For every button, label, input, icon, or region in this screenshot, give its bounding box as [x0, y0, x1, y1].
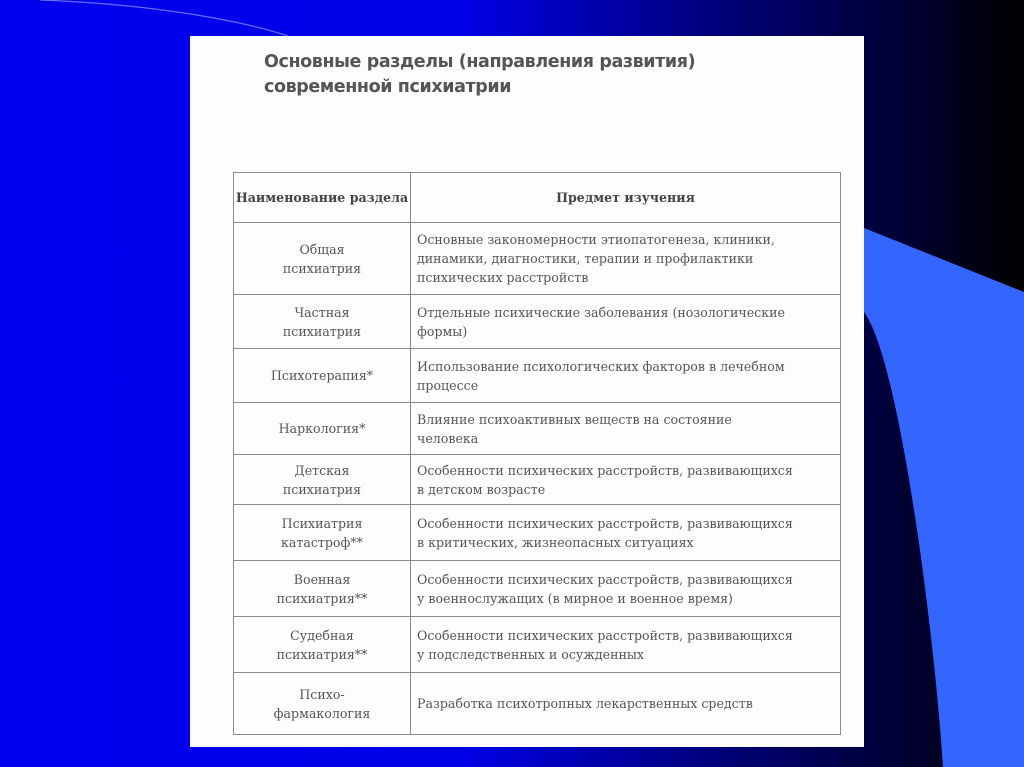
table-row [234, 505, 841, 561]
section-name [234, 349, 411, 403]
table-row [234, 561, 841, 617]
subject-line: Особенности психических расстройств, развивающихся [417, 627, 793, 643]
section-subject [411, 617, 841, 673]
table-row [234, 403, 841, 455]
subject-line: формы) [417, 323, 468, 339]
title-line: Основные разделы (направления развития) [264, 52, 696, 72]
section-name [234, 403, 411, 455]
subject-line: Разработка психотропных лекарственных средств [417, 696, 753, 711]
subject-line: Влияние психоактивных веществ на состояние [417, 411, 732, 427]
section-subject [411, 223, 841, 295]
name-line: Детская [294, 462, 350, 478]
subject-line: в критических, жизнеопасных ситуациях [417, 534, 694, 550]
name-line: Наркология* [278, 421, 366, 436]
subject-line: Особенности психических расстройств, развивающихся [417, 515, 793, 531]
name-line: Психо- [299, 686, 345, 702]
section-subject [411, 455, 841, 505]
name-line: фармакология [273, 705, 371, 721]
section-name [234, 617, 411, 673]
name-line: катастроф** [281, 534, 363, 550]
name-line: Психиатрия [281, 515, 363, 531]
name-line: Частная [294, 304, 350, 320]
section-subject [411, 403, 841, 455]
subject-line: Использование психологических факторов в лечебном [417, 358, 785, 374]
header-line: раздела [349, 190, 409, 205]
subject-line: Особенности психических расстройств, развивающихся [417, 462, 793, 478]
name-line: Судебная [290, 627, 354, 643]
table-row [234, 349, 841, 403]
title-line: современной психиатрии [264, 77, 512, 97]
background-curve-line [40, 0, 288, 36]
name-line: психиатрия** [276, 590, 368, 606]
name-line: психиатрия [282, 260, 362, 276]
background-accent-shape [864, 228, 1024, 767]
section-subject [411, 349, 841, 403]
header-line: Наименование [235, 190, 346, 205]
table-header-row [234, 173, 841, 223]
section-name [234, 561, 411, 617]
section-subject [411, 561, 841, 617]
section-name [234, 223, 411, 295]
subject-line: человека [417, 430, 479, 446]
subject-line: психических расстройств [417, 270, 589, 285]
section-subject [411, 295, 841, 349]
name-line: Военная [293, 571, 351, 587]
subject-line: процессе [417, 377, 479, 393]
section-name [234, 673, 411, 735]
name-line: Психотерапия* [270, 368, 374, 383]
subject-line: Особенности психических расстройств, развивающихся [417, 571, 793, 587]
section-name [234, 505, 411, 561]
psychiatry-sections-table [233, 172, 841, 735]
subject-line: в детском возрасте [417, 481, 546, 497]
subject-line: Отдельные психические заболевания (нозологические [417, 304, 785, 320]
section-subject [411, 673, 841, 735]
table-row [234, 455, 841, 505]
header-section-name [234, 173, 411, 223]
subject-line: динамики, диагностики, терапии и профилактики [417, 251, 754, 266]
name-line: психиатрия [282, 323, 362, 339]
name-line: Общая [299, 241, 345, 257]
section-name [234, 295, 411, 349]
table-row [234, 673, 841, 735]
subject-line: у подследственных и осужденных [417, 646, 645, 662]
subject-line: у военнослужащих (в мирное и военное время) [417, 590, 733, 606]
table-row [234, 295, 841, 349]
document-page [190, 36, 864, 747]
table-row [234, 223, 841, 295]
name-line: психиатрия** [276, 646, 368, 662]
table-row [234, 617, 841, 673]
name-line: психиатрия [282, 481, 362, 497]
section-name [234, 455, 411, 505]
subject-line: Основные закономерности этиопатогенеза, клиники, [417, 232, 775, 247]
document-title [264, 50, 824, 100]
section-subject [411, 505, 841, 561]
header-subject: Предмет изучения [411, 173, 841, 223]
